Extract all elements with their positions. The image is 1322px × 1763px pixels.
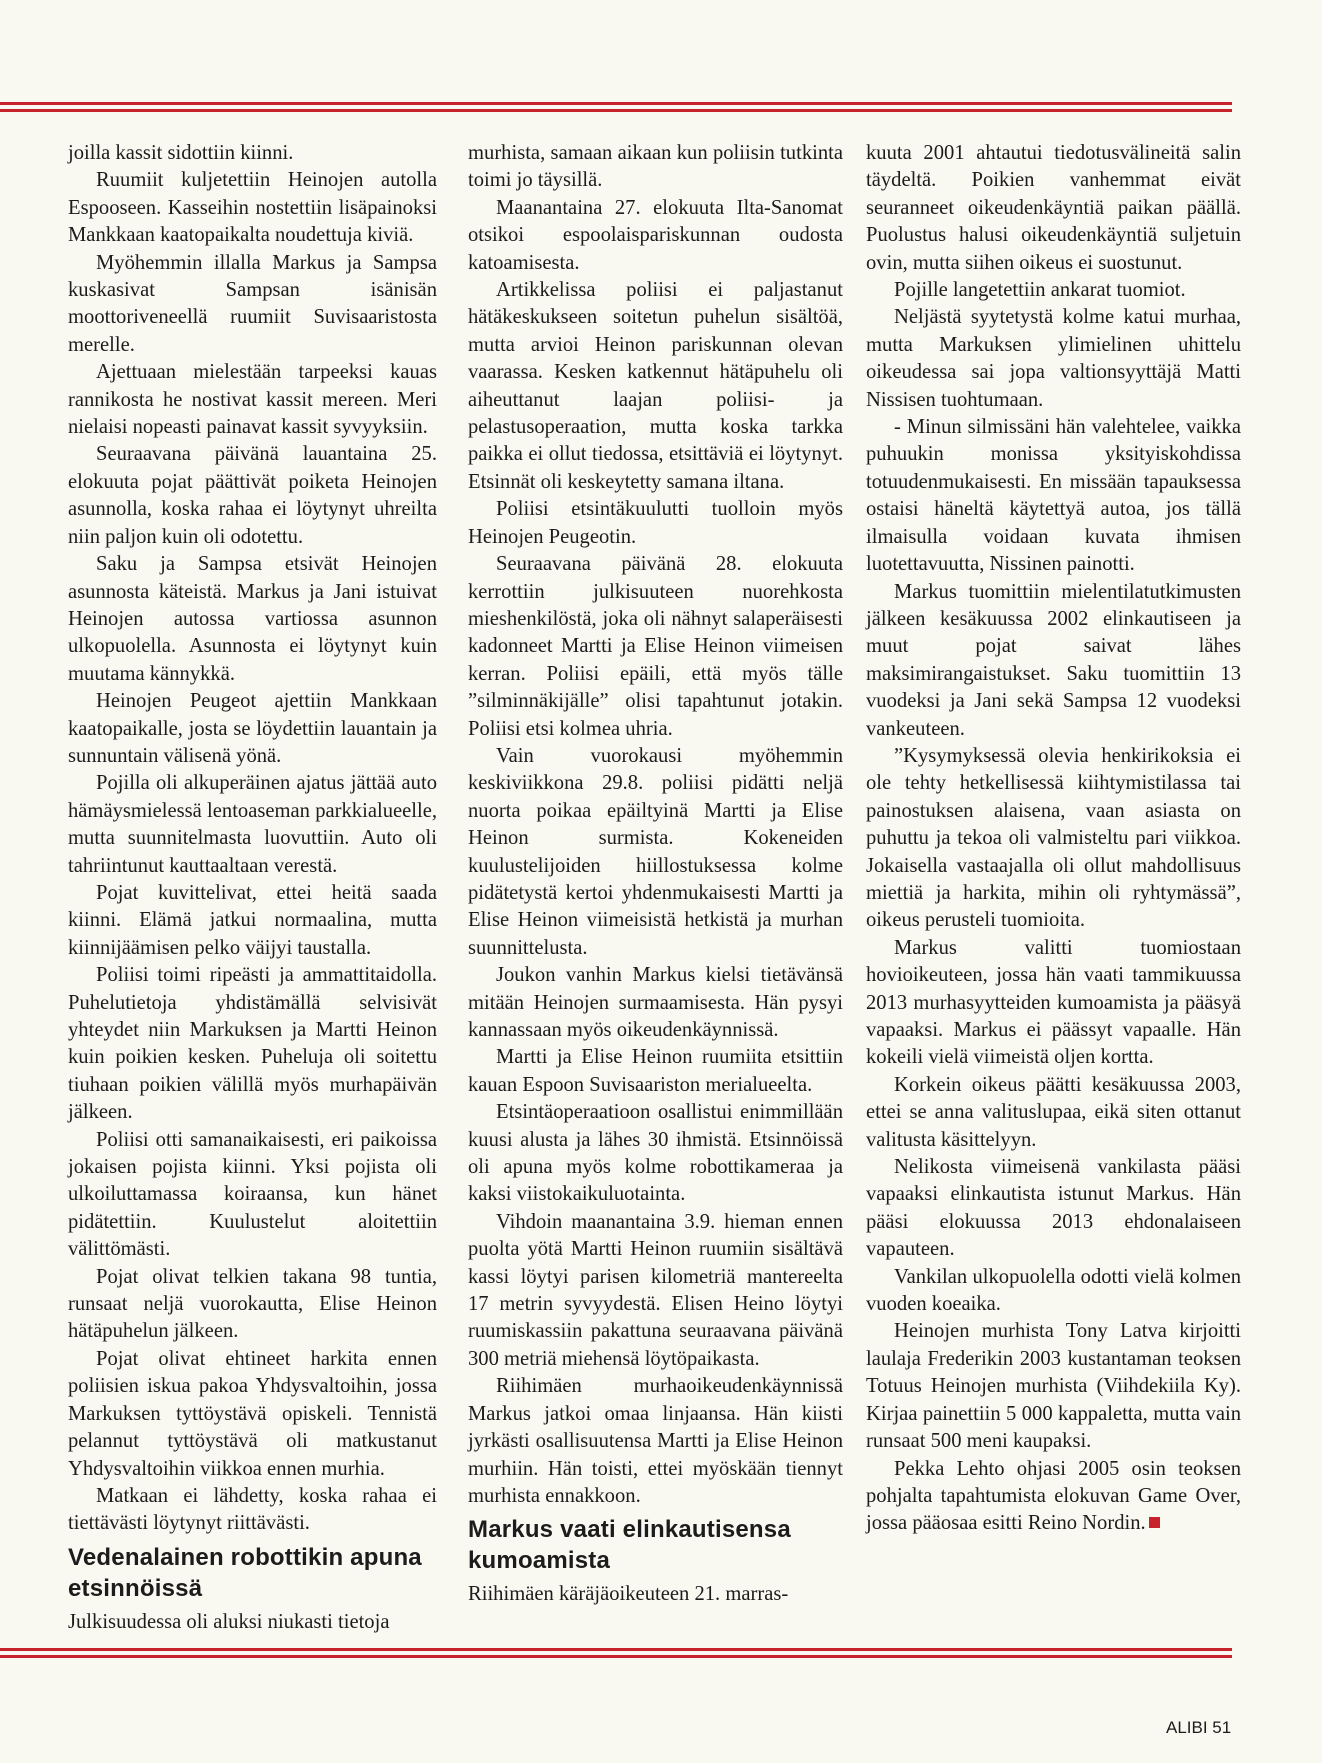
paragraph: Pojat olivat telkien takana 98 tuntia, runsaat neljä vuorokautta, Elise Heinon hätäpuhelun jälkeen. (68, 1265, 437, 1343)
paragraph: Nelikosta viimeisenä vankilasta pääsi vapaaksi elinkautista istunut Markus. Hän pääsi elokuussa 2013 ehdonalaiseen vapauteen. (866, 1156, 1241, 1261)
paragraph: Martti ja Elise Heinon ruumiita etsittiin kauan Espoon Suvisaariston merialueelta. (468, 1046, 843, 1096)
paragraph: Seuraavana päivänä lauantaina 25. elokuuta pojat päättivät poiketa Heinojen asunnolla, koska rahaa ei löytynyt uhreilta niin paljon kuin oli odotettu. (68, 443, 437, 548)
paragraph: Pojat kuvittelivat, ettei heitä saada kiinni. Elämä jatkui normaalina, mutta kiinnijäämisen pelko väijyi taustalla. (68, 881, 437, 959)
paragraph: Ajettuaan mielestään tarpeeksi kauas rannikosta he nostivat kassit mereen. Meri nielaisi nopeasti painavat kassit syvyyksiin. (68, 361, 437, 439)
paragraph: Julkisuudessa oli aluksi niukasti tietoja (68, 1610, 390, 1633)
paragraph: Pojille langetettiin ankarat tuomiot. (894, 279, 1186, 302)
paragraph: Poliisi toimi ripeästi ja ammattitaidolla. Puhelutietoja yhdistämällä selvisivät yhteydet niin Markuksen ja Martti Heinon kuin poikien kesken. Puheluja oli soitettu tiuhaan poikien välillä myös murhapäivän jälkeen. (68, 964, 437, 1124)
paragraph: Vain vuorokausi myöhemmin keskiviikkona 29.8. poliisi pidätti neljä nuorta poikaa epäiltyinä Martti ja Elise Heinon surmista. Kokeneiden kuulustelijoiden hiillostuksessa kolme pidätetystä kertoi yhdenmukaisesti Martti ja Elise Heinon viimeisistä hetkistä ja murhan suunnittelusta. (468, 744, 843, 959)
paragraph: Riihimäen käräjäoikeuteen 21. marras- (468, 1583, 789, 1606)
paragraph: Heinojen murhista Tony Latva kirjoitti laulaja Frederikin 2003 kustantaman teoksen Totuus Heinojen murhista (Viihdekiila Ky). Kirjaa painettiin 5 000 kappaletta, mutta vain runsaat 500 meni kaupaksi. (866, 1320, 1241, 1453)
paragraph: Matkaan ei lähdetty, koska rahaa ei tiettävästi löytynyt riittävästi. (68, 1484, 437, 1535)
paragraph: kuuta 2001 ahtautui tiedotusvälineitä salin täydeltä. Poikien vanhemmat eivät seuranneet oikeudenkäyntiä paikan päällä. Puolustus halusi oikeudenkäyntiä suljetuin ovin, mutta siihen oikeus ei suostunut. (866, 142, 1241, 274)
paragraph: Vankilan ulkopuolella odotti vielä kolmen vuoden koeaika. (866, 1265, 1241, 1316)
paragraph: Pekka Lehto ohjasi 2005 osin teoksen pohjalta tapahtumista elokuvan Game Over, jossa pääosaa esitti Reino Nordin. (866, 1457, 1241, 1535)
section-heading: Markus vaati elinkautisensa kumoamista (468, 1516, 791, 1575)
section-heading: Vedenalainen robottikin apuna etsinnöissä (68, 1543, 422, 1602)
paragraph: joilla kassit sidottiin kiinni. (68, 142, 294, 164)
paragraph: Joukon vanhin Markus kielsi tietävänsä mitään Heinojen surmaamisesta. Hän pysyi kannassaan myös oikeudenkäynnissä. (468, 964, 843, 1041)
end-of-article-mark (1149, 1517, 1160, 1528)
paragraph: Heinojen Peugeot ajettiin Mankkaan kaatopaikalle, josta se löydettiin lauantain ja sunnuntain välisenä yönä. (68, 690, 437, 767)
paragraph: murhista, samaan aikaan kun poliisin tutkinta toimi jo täysillä. (468, 142, 843, 192)
paragraph: Neljästä syytetystä kolme katui murhaa, mutta Markuksen ylimielinen uhittelu oikeudessa sai jopa valtionsyyttäjä Matti Nissisen tuohtumaan. (866, 306, 1241, 411)
page-folio: ALIBI 51 (1166, 1718, 1232, 1737)
bottom-rule (0, 1648, 1232, 1658)
paragraph: Korkein oikeus päätti kesäkuussa 2003, ettei se anna valituslupaa, eikä siten ottanut valitusta käsittelyyn. (866, 1073, 1241, 1151)
article-body (68, 140, 1241, 1640)
column-1 (68, 140, 437, 1636)
paragraph: Markus tuomittiin mielentilatutkimusten jälkeen kesäkuussa 2002 elinkautiseen ja muut pojat saivat lähes maksimirangaistukset. Saku tuomittiin 13 vuodeksi ja Jani sekä Sampsa 12 vuodeksi vankeuteen. (866, 580, 1241, 740)
paragraph: Poliisi otti samanaikaisesti, eri paikoissa jokaisen pojista kiinni. Yksi pojista oli ulkoiluttamassa koiraansa, kun hänet pidätettiin. Kuulustelut aloitettiin välittömästi. (68, 1128, 437, 1261)
paragraph: Maanantaina 27. elokuuta Ilta-Sanomat otsikoi espoolaispariskunnan oudosta katoamisesta. (468, 196, 843, 274)
paragraph: Vihdoin maanantaina 3.9. hieman ennen puolta yötä Martti Heinon ruumiin sisältävä kassi löytyi parisen kilometriä mantereelta 17 metrin syvyydestä. Elisen Heino löytyi ruumiskassiin pakattuna seuraavana päivänä 300 metriä miehensä löytöpaikasta. (468, 1210, 843, 1370)
paragraph: - Minun silmissäni hän valehtelee, vaikka puhuukin monissa yksityiskohdissa totuudenmukaisesti. En missään tapauksessa ostaisi häneltä käytettyä autoa, jos tällä ilmaisulla voidaan kuvata ihmisen luotettavuutta, Nissinen painotti. (866, 416, 1241, 576)
column-3 (866, 140, 1241, 1538)
paragraph: ”Kysymyksessä olevia henkirikoksia ei ole tehty hetkellisessä kiihtymistilassa tai painostuksen alaisena, vaan asiasta on puhuttu ja tekoa oli valmisteltu pari viikkoa. Jokaisella vastaajalla oli ollut mahdollisuus miettiä ja harkita, mihin oli ryhtymässä”, oikeus perusteli tuomioita. (866, 744, 1241, 932)
paragraph: Saku ja Sampsa etsivät Heinojen asunnosta käteistä. Markus ja Jani istuivat Heinojen autossa vartiossa asunnon ulkopuolella. Asunnosta ei löytynyt kuin muutama kännykkä. (68, 553, 437, 685)
paragraph: Seuraavana päivänä 28. elokuuta kerrottiin julkisuuteen nuorehkosta mieshenkilöstä, joka oli nähnyt salaperäisesti kadonneet Martti ja Elise Heinon viimeisen kerran. Poliisi epäili, että myös tälle ”silminnäkijälle” olisi tapahtunut jotakin. Poliisi etsi kolmea uhria. (468, 553, 843, 740)
column-2 (468, 140, 843, 1609)
paragraph: Etsintäoperaatioon osallistui enimmillään kuusi alusta ja lähes 30 ihmistä. Etsinnöissä oli apuna myös kolme robottikameraa ja kaksi viistokaikuluotainta. (468, 1101, 843, 1206)
paragraph: Artikkelissa poliisi ei paljastanut hätäkeskukseen soitetun puhelun sisältöä, mutta arvioi Heinon pariskunnan olevan vaarassa. Kesken katkennut hätäpuhelu oli aiheuttanut laajan poliisi- ja pelastusoperaation, mutta koska tarkka paikka ei ollut tiedossa, etsittäviä ei löytynyt. Etsinnät oli keskeytetty samana iltana. (468, 279, 843, 493)
paragraph: Pojat olivat ehtineet harkita ennen poliisien iskua pakoa Yhdysvaltoihin, jossa Markuksen tyttöystävä opiskeli. Tennistä pelannut tyttöystävä oli matkustanut Yhdysvaltoihin viikkoa ennen murhia. (68, 1347, 437, 1480)
paragraph: Riihimäen murhaoikeudenkäynnissä Markus jatkoi omaa linjaansa. Hän kiisti jyrkästi osallisuutensa Martti ja Elise Heinon murhiin. Hän toisti, ettei myöskään tiennyt murhista ennakkoon. (468, 1375, 843, 1507)
paragraph: Ruumiit kuljetettiin Heinojen autolla Espooseen. Kasseihin nostettiin lisäpainoksi Mankkaan kaatopaikalta noudettuja kiviä. (68, 169, 437, 247)
paragraph: Pojilla oli alkuperäinen ajatus jättää auto hämäysmielessä lentoaseman parkkialueelle, mutta suunnitelmasta luovuttiin. Auto oli tahriintunut kauttaaltaan verestä. (68, 772, 437, 877)
paragraph: Poliisi etsintäkuulutti tuolloin myös Heinojen Peugeotin. (468, 498, 843, 548)
top-rule (0, 102, 1232, 112)
paragraph: Myöhemmin illalla Markus ja Sampsa kuskasivat Sampsan isänisän moottoriveneellä ruumiit Suvisaaristosta merelle. (68, 251, 437, 356)
paragraph: Markus valitti tuomiostaan hovioikeuteen, jossa hän vaati tammikuussa 2013 murhasyytteiden kumoamista ja pääsyä vapaaksi. Markus ei päässyt vapaalle. Hän kokeili vielä viimeistä oljen kortta. (866, 936, 1241, 1069)
